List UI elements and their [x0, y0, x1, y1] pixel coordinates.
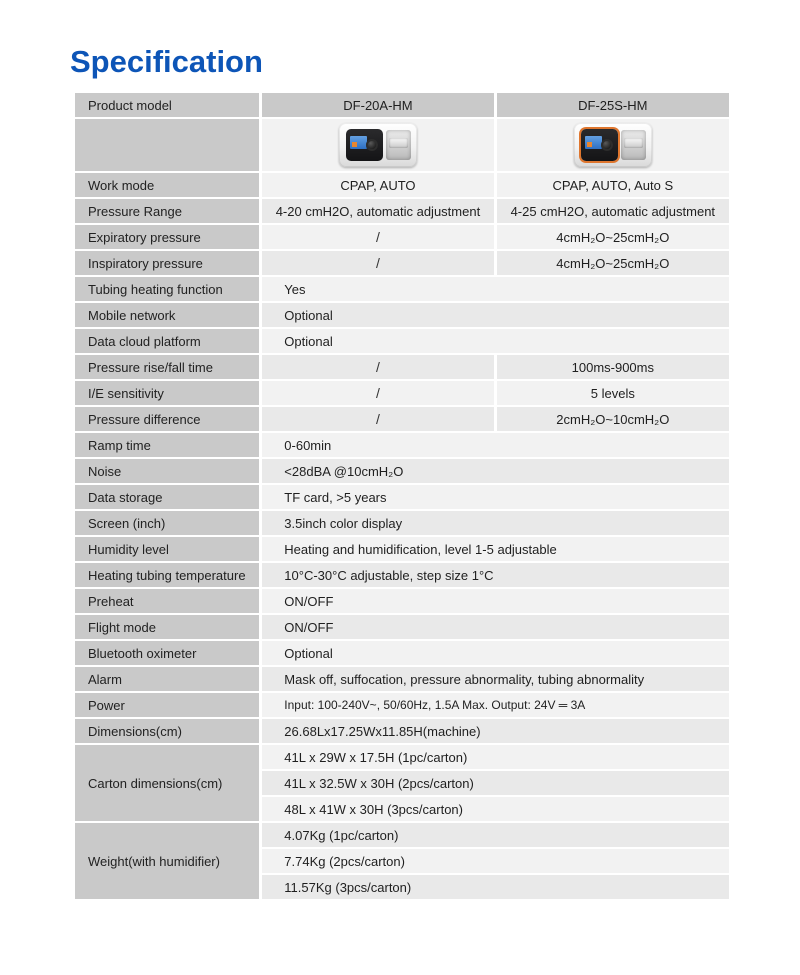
table-row-work-mode — [75, 173, 729, 197]
row-value-carton-1pc: 41L x 29W x 17.5H (1pc/carton) — [262, 745, 729, 769]
device-knob — [601, 139, 613, 151]
device-front-panel — [346, 129, 383, 161]
table-row-product-model — [75, 93, 729, 117]
table-row-dimensions — [75, 719, 729, 743]
row-value-weight-1pc: 4.07Kg (1pc/carton) — [262, 823, 729, 847]
device-screen — [350, 136, 367, 149]
table-row-power — [75, 693, 729, 717]
row-value-shared: 3.5inch color display — [262, 511, 729, 535]
row-value-shared: Optional — [262, 303, 729, 327]
product-image-df-25s-hm — [574, 123, 652, 167]
row-value-shared: ON/OFF — [262, 615, 729, 639]
table-row-data-cloud — [75, 329, 729, 353]
table-row-rise-fall-time — [75, 355, 729, 379]
row-value-weight-2pcs: 7.74Kg (2pcs/carton) — [262, 849, 729, 873]
row-label: Data cloud platform — [75, 329, 259, 353]
row-value-model2: CPAP, AUTO, Auto S — [497, 173, 729, 197]
table-row-alarm — [75, 667, 729, 691]
table-row-ie-sensitivity — [75, 381, 729, 405]
table-row-ramp-time — [75, 433, 729, 457]
row-label: Noise — [75, 459, 259, 483]
row-value-model2: 4-25 cmH2O, automatic adjustment — [497, 199, 729, 223]
row-value-model1-not-applicable: / — [262, 355, 493, 379]
row-label: Mobile network — [75, 303, 259, 327]
row-value-shared: Optional — [262, 641, 729, 665]
row-value-shared: 10°C-30°C adjustable, step size 1°C — [262, 563, 729, 587]
table-row-tubing-heating — [75, 277, 729, 301]
row-value-shared: Input: 100-240V~, 50/60Hz, 1.5A Max. Output: 24V ═ 3A — [262, 693, 729, 717]
table-row-inspiratory-pressure — [75, 251, 729, 275]
table-row-carton-1 — [75, 745, 729, 769]
row-value-model1-not-applicable: / — [262, 225, 493, 249]
table-row-mobile-network — [75, 303, 729, 327]
row-value-shared: 26.68Lx17.25Wx11.85H(machine) — [262, 719, 729, 743]
row-value-model1: 4-20 cmH2O, automatic adjustment — [262, 199, 493, 223]
table-row-pressure-range — [75, 199, 729, 223]
table-row-bluetooth-oximeter — [75, 641, 729, 665]
table-row-noise — [75, 459, 729, 483]
row-value-shared: 0-60min — [262, 433, 729, 457]
row-value-model1-not-applicable: / — [262, 381, 493, 405]
row-value-model2: 4cmH₂O~25cmH₂O — [497, 251, 729, 275]
row-label: Heating tubing temperature — [75, 563, 259, 587]
row-label: Work mode — [75, 173, 259, 197]
row-value-model1: CPAP, AUTO — [262, 173, 493, 197]
row-value-shared: ON/OFF — [262, 589, 729, 613]
row-value-model1-not-applicable: / — [262, 251, 493, 275]
device-knob — [366, 139, 378, 151]
page-title: Specification — [70, 44, 263, 79]
table-row-weight-1 — [75, 823, 729, 847]
row-label-carton-dimensions: Carton dimensions(cm) — [75, 745, 259, 821]
device-screen — [585, 136, 602, 149]
row-value-shared: <28dBA @10cmH₂O — [262, 459, 729, 483]
row-label: Bluetooth oximeter — [75, 641, 259, 665]
product-image-cell-df-20a-hm — [262, 119, 493, 171]
row-label: Tubing heating function — [75, 277, 259, 301]
row-label: Screen (inch) — [75, 511, 259, 535]
row-label: Flight mode — [75, 615, 259, 639]
row-label: Power — [75, 693, 259, 717]
row-value-carton-2pcs: 41L x 32.5W x 30H (2pcs/carton) — [262, 771, 729, 795]
row-label: Humidity level — [75, 537, 259, 561]
row-label: Preheat — [75, 589, 259, 613]
device-chamber-slot — [624, 138, 643, 148]
row-label: Pressure difference — [75, 407, 259, 431]
row-value-shared: TF card, >5 years — [262, 485, 729, 509]
row-value-model2: 2cmH₂O~10cmH₂O — [497, 407, 729, 431]
row-value-model1-not-applicable: / — [262, 407, 493, 431]
row-value-carton-3pcs: 48L x 41W x 30H (3pcs/carton) — [262, 797, 729, 821]
table-row-preheat — [75, 589, 729, 613]
table-row-product-images — [75, 119, 729, 171]
row-label: Inspiratory pressure — [75, 251, 259, 275]
table-row-humidity-level — [75, 537, 729, 561]
row-label-product-images — [75, 119, 259, 171]
row-value-shared: Heating and humidification, level 1-5 adjustable — [262, 537, 729, 561]
table-row-screen — [75, 511, 729, 535]
row-label: Pressure rise/fall time — [75, 355, 259, 379]
row-value-weight-3pcs: 11.57Kg (3pcs/carton) — [262, 875, 729, 899]
row-label: Pressure Range — [75, 199, 259, 223]
product-image-df-20a-hm — [339, 123, 417, 167]
table-row-expiratory-pressure — [75, 225, 729, 249]
row-value-shared: Mask off, suffocation, pressure abnormality, tubing abnormality — [262, 667, 729, 691]
row-label: Dimensions(cm) — [75, 719, 259, 743]
row-label: Ramp time — [75, 433, 259, 457]
product-image-cell-df-25s-hm — [497, 119, 729, 171]
device-chamber-slot — [389, 138, 408, 148]
row-value-shared: Yes — [262, 277, 729, 301]
row-value-shared: Optional — [262, 329, 729, 353]
specification-page — [0, 44, 800, 975]
table-row-pressure-difference — [75, 407, 729, 431]
table-row-data-storage — [75, 485, 729, 509]
column-header-model-2: DF-25S-HM — [497, 93, 729, 117]
row-label-product-model: Product model — [75, 93, 259, 117]
table-row-flight-mode — [75, 615, 729, 639]
row-label-weight: Weight(with humidifier) — [75, 823, 259, 899]
row-value-model2: 5 levels — [497, 381, 729, 405]
specification-table — [72, 91, 732, 901]
row-label: Alarm — [75, 667, 259, 691]
row-label: I/E sensitivity — [75, 381, 259, 405]
column-header-model-1: DF-20A-HM — [262, 93, 493, 117]
table-row-heating-tubing-temp — [75, 563, 729, 587]
row-value-model2: 4cmH₂O~25cmH₂O — [497, 225, 729, 249]
row-value-model2: 100ms-900ms — [497, 355, 729, 379]
device-front-panel — [581, 129, 618, 161]
row-label: Data storage — [75, 485, 259, 509]
row-label: Expiratory pressure — [75, 225, 259, 249]
